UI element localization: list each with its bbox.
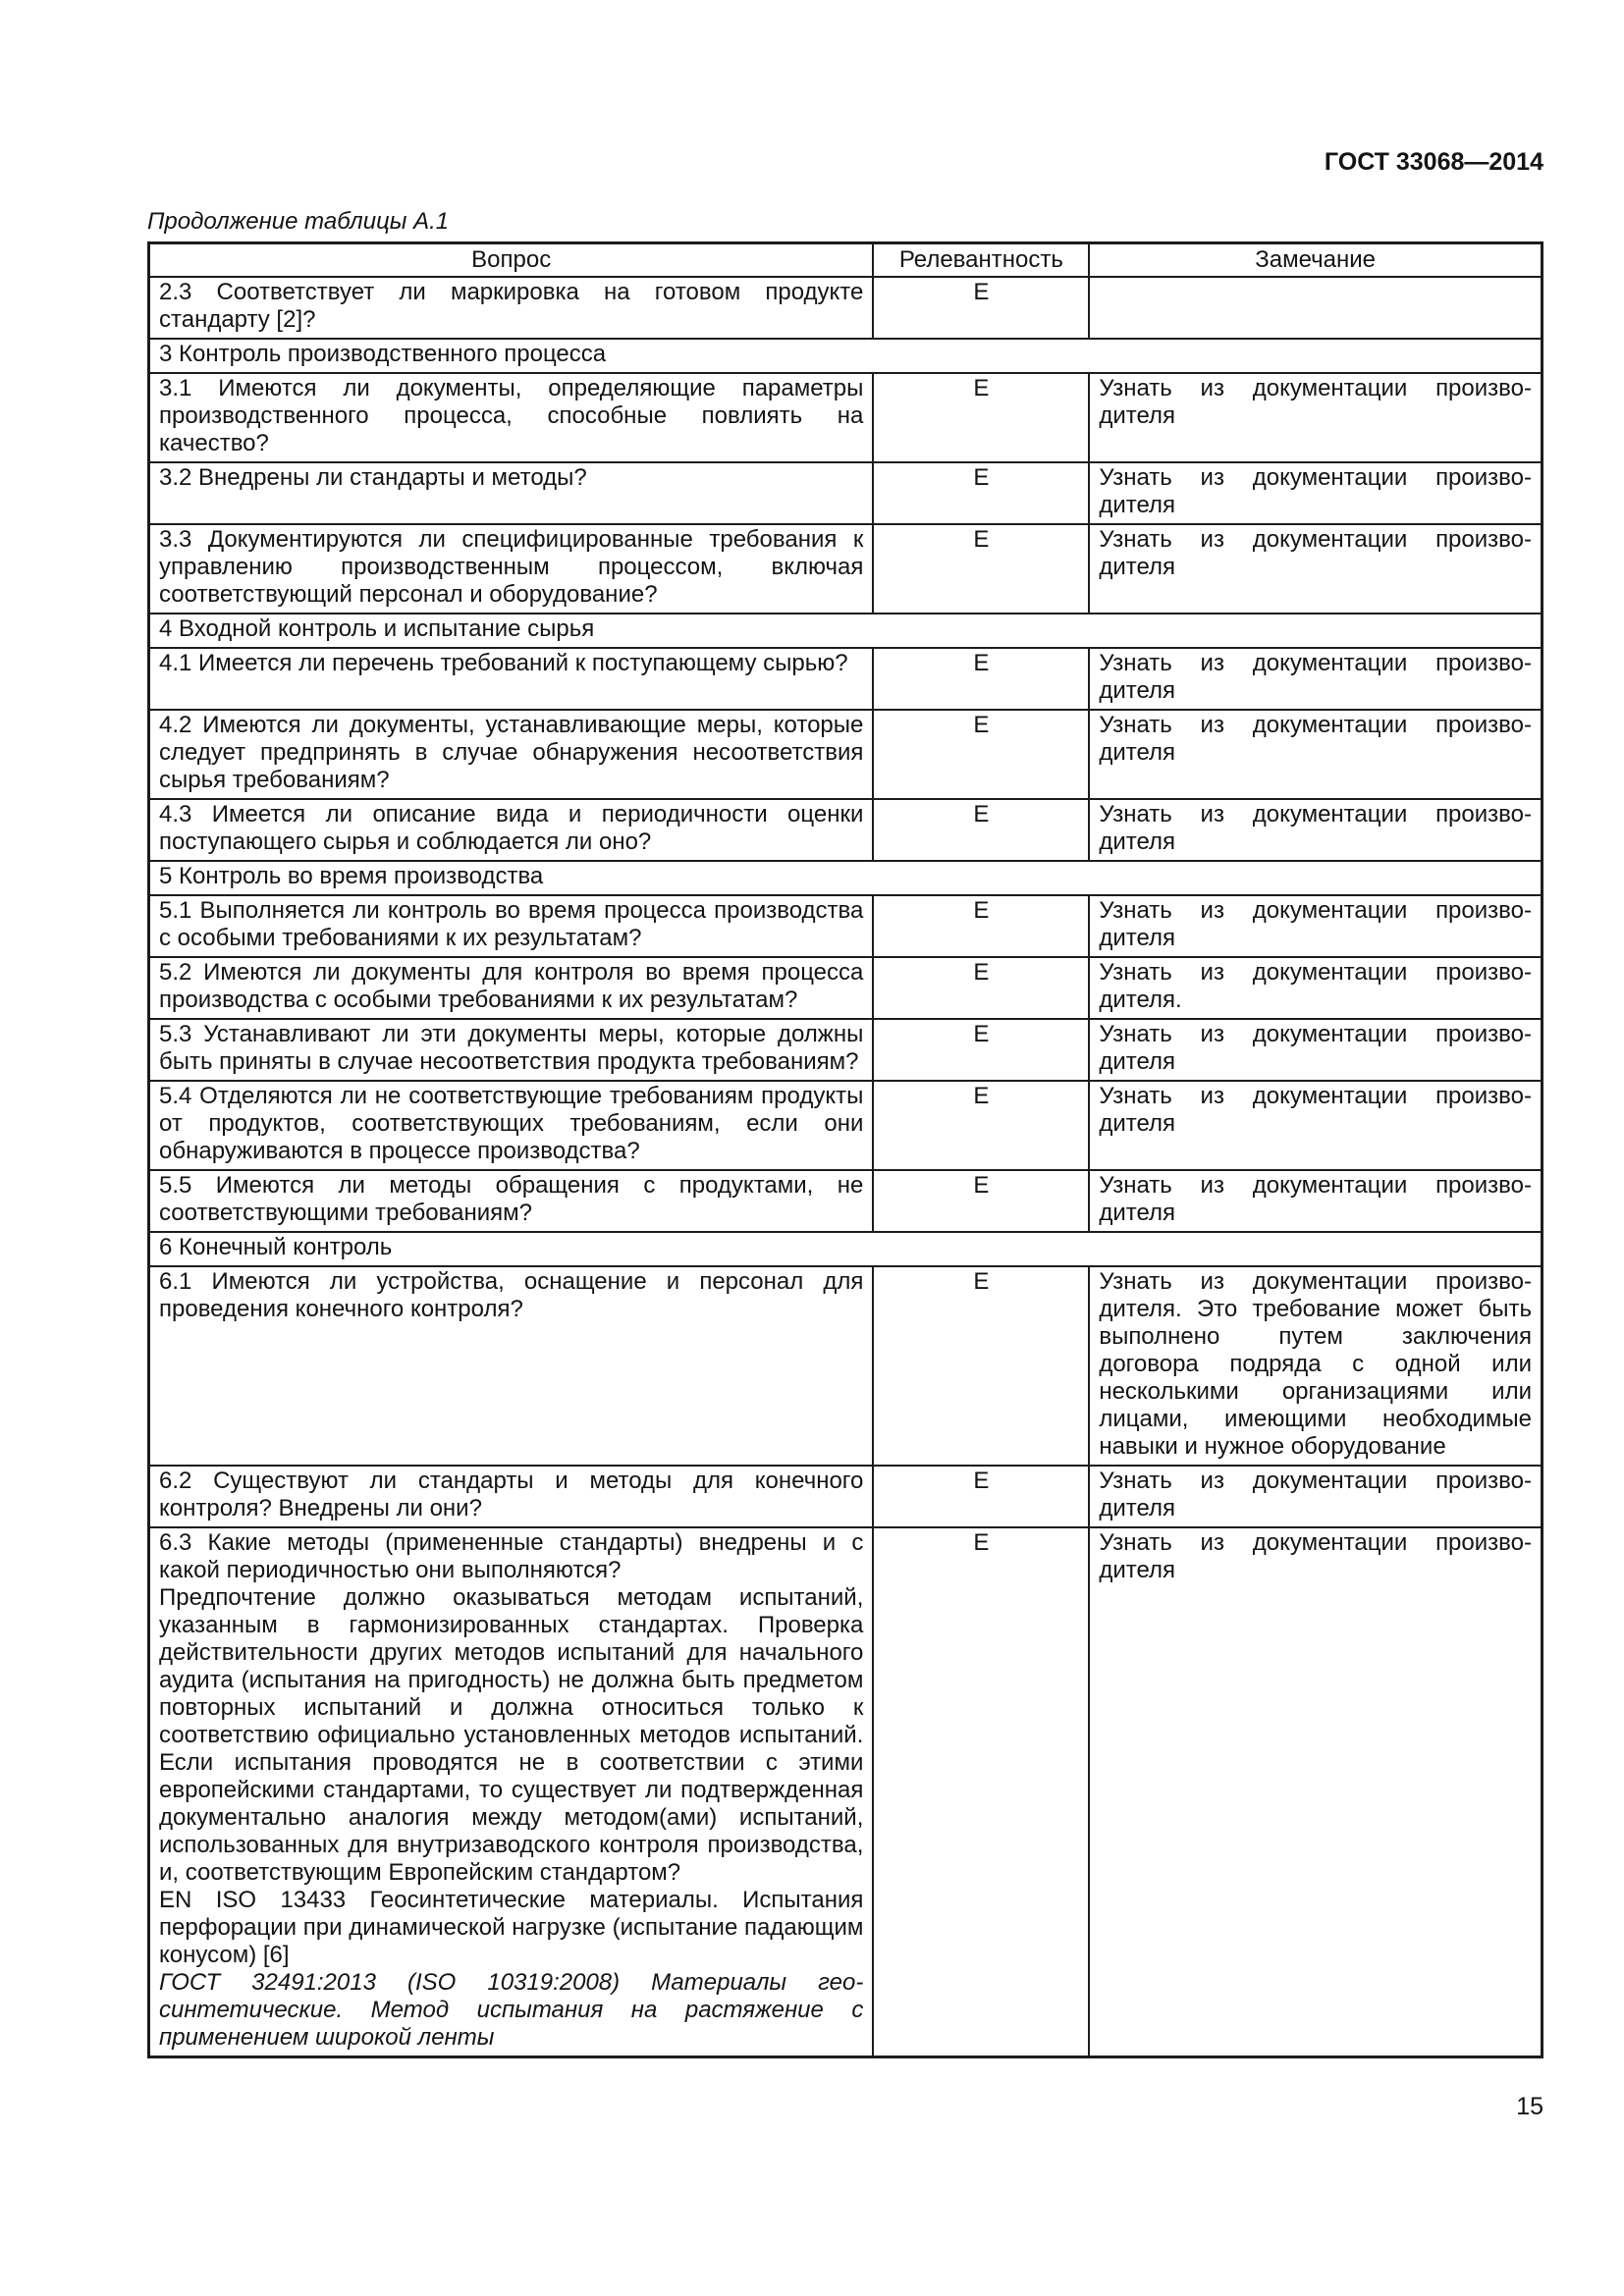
table-header: [149, 243, 1543, 278]
question-paragraph: 3.2 Внедрены ли стандарты и методы?: [159, 464, 587, 491]
section-title: 4 Входной контроль и испытание сырья: [149, 614, 1543, 648]
question-row: [149, 648, 1543, 710]
question-paragraph: 5.5 Имеются ли методы обращения с продуктами, не соответствующими требованиям?: [159, 1172, 864, 1226]
column-header-relevance: Релевантность: [873, 243, 1089, 278]
remark-cell: Узнать из документации производителя: [1089, 648, 1542, 710]
question-paragraph: 4.3 Имеется ли описание вида и периодичности оценки поступающего сырья и соблюдается ли оно?: [159, 801, 864, 855]
question-paragraph: 2.3 Соответствует ли маркировка на готовом продукте стандарту [2]?: [159, 279, 864, 333]
relevance-cell: Е: [873, 1081, 1089, 1170]
question-cell: [149, 710, 874, 799]
remark-cell: Узнать из документации производителя: [1089, 895, 1542, 957]
relevance-cell: Е: [873, 648, 1089, 710]
question-row: [149, 373, 1543, 462]
question-row: [149, 895, 1543, 957]
question-paragraph: 5.4 Отделяются ли не соответствующие требованиям продукты от продуктов, соответствующих требованиям, если они обнаруживаются в процессе производства?: [159, 1083, 864, 1164]
remark-cell: Узнать из документации производителя: [1089, 524, 1542, 614]
section-row: [149, 861, 1543, 895]
question-row: [149, 1266, 1543, 1466]
question-cell: [149, 1019, 874, 1081]
question-paragraph: 4.1 Имеется ли перечень требований к поступающему сырью?: [159, 650, 848, 676]
remark-cell: Узнать из документации производителя.: [1089, 957, 1542, 1019]
page-content: [147, 0, 1543, 2121]
question-cell: [149, 373, 874, 462]
question-paragraph: 4.2 Имеются ли документы, устанавливающие меры, которые следует предпринять в случае обнаружения несоответствия сырья требованиям?: [159, 712, 864, 793]
question-paragraph: 3.3 Документируются ли специфицированные требования к управлению производственным процессом, включая соответствующий персонал и оборудование?: [159, 526, 864, 608]
relevance-cell: Е: [873, 1527, 1089, 2057]
question-paragraph: ГОСТ 32491:2013 (ISO 10319:2008) Материалы геосинтетические. Метод испытания на растяжение с применением широкой ленты: [159, 1969, 864, 2051]
question-row: [149, 710, 1543, 799]
section-title: 3 Контроль производственного процесса: [149, 339, 1543, 373]
section-row: [149, 339, 1543, 373]
table-body: [149, 277, 1543, 2057]
relevance-cell: Е: [873, 277, 1089, 339]
question-row: [149, 799, 1543, 861]
question-cell: [149, 1466, 874, 1527]
question-row: [149, 1170, 1543, 1232]
question-cell: [149, 648, 874, 710]
question-cell: [149, 1266, 874, 1466]
question-cell: [149, 1081, 874, 1170]
question-cell: [149, 957, 874, 1019]
remark-cell: Узнать из документации производителя: [1089, 1170, 1542, 1232]
question-row: [149, 957, 1543, 1019]
remark-cell: Узнать из документации производителя: [1089, 373, 1542, 462]
relevance-cell: Е: [873, 710, 1089, 799]
relevance-cell: Е: [873, 1466, 1089, 1527]
question-paragraph: 6.3 Какие методы (примененные стандарты) внедрены и с какой периодичностью они выполняются?: [159, 1529, 864, 1583]
question-row: [149, 277, 1543, 339]
question-paragraph: 6.2 Существуют ли стандарты и методы для конечного контроля? Внедрены ли они?: [159, 1468, 864, 1522]
audit-checklist-table: [147, 241, 1543, 2058]
column-header-question: Вопрос: [149, 243, 874, 278]
question-cell: [149, 1170, 874, 1232]
section-row: [149, 1232, 1543, 1266]
question-row: [149, 1527, 1543, 2057]
remark-cell: Узнать из документации производителя: [1089, 799, 1542, 861]
question-cell: [149, 524, 874, 614]
question-paragraph: 5.2 Имеются ли документы для контроля во время процесса производства с особыми требованиями к их результатам?: [159, 959, 864, 1013]
section-row: [149, 614, 1543, 648]
question-row: [149, 1466, 1543, 1527]
table-caption: Продолжение таблицы А.1: [147, 208, 450, 235]
remark-cell: Узнать из документации производителя: [1089, 1527, 1542, 2057]
remark-cell: Узнать из документации производителя. Это требование может быть выполнено путем заключения договора подряда с одной или несколькими организациями или лицами, имеющими необходимые навыки и нужное оборудование: [1089, 1266, 1542, 1466]
relevance-cell: Е: [873, 1019, 1089, 1081]
section-title: 6 Конечный контроль: [149, 1232, 1543, 1266]
table-header-row: [149, 243, 1543, 278]
remark-cell: Узнать из документации производителя: [1089, 710, 1542, 799]
question-paragraph: EN ISO 13433 Геосинтетические материалы. Испытания перфорации при динамической нагрузке (испытание падающим конусом) [6]: [159, 1887, 864, 1968]
relevance-cell: Е: [873, 957, 1089, 1019]
remark-cell: Узнать из документации производителя: [1089, 462, 1542, 524]
relevance-cell: Е: [873, 1170, 1089, 1232]
question-paragraph: 5.3 Устанавливают ли эти документы меры, которые должны быть приняты в случае несоответствия продукта требованиям?: [159, 1021, 864, 1075]
question-paragraph: 6.1 Имеются ли устройства, оснащение и персонал для проведения конечного контроля?: [159, 1268, 864, 1322]
question-cell: [149, 799, 874, 861]
question-cell: [149, 1527, 874, 2057]
relevance-cell: Е: [873, 373, 1089, 462]
question-cell: [149, 462, 874, 524]
question-row: [149, 1019, 1543, 1081]
relevance-cell: Е: [873, 524, 1089, 614]
question-cell: [149, 277, 874, 339]
remark-cell: Узнать из документации производителя: [1089, 1019, 1542, 1081]
question-row: [149, 462, 1543, 524]
remark-cell: Узнать из документации производителя: [1089, 1081, 1542, 1170]
relevance-cell: Е: [873, 1266, 1089, 1466]
section-title: 5 Контроль во время производства: [149, 861, 1543, 895]
column-header-remark: Замечание: [1089, 243, 1542, 278]
question-row: [149, 524, 1543, 614]
question-paragraph: 5.1 Выполняется ли контроль во время процесса производства с особыми требованиями к их результатам?: [159, 897, 864, 951]
page-number: 15: [1516, 2093, 1543, 2120]
question-paragraph: 3.1 Имеются ли документы, определяющие параметры производственного процесса, способные повлиять на качество?: [159, 375, 864, 456]
question-paragraph: Предпочтение должно оказываться методам испытаний, указанным в гармонизированных стандартах. Проверка действительности других методов испытаний для начального аудита (испытания на пригодность) не должна быть предметом повторных испытаний и должна относиться только к соответствию официально установленных методов испытаний. Если испытания проводятся не в соответствии с этими европейскими стандартами, то существует ли подтвержденная документально аналогия между методом(ами) испытаний, использованных для внутризаводского контроля производства, и, соответствующим Европейским стандартом?: [159, 1584, 864, 1886]
question-row: [149, 1081, 1543, 1170]
remark-cell: [1089, 277, 1542, 339]
question-cell: [149, 895, 874, 957]
relevance-cell: Е: [873, 895, 1089, 957]
document-code: ГОСТ 33068—2014: [1324, 148, 1543, 176]
relevance-cell: Е: [873, 799, 1089, 861]
relevance-cell: Е: [873, 462, 1089, 524]
remark-cell: Узнать из документации производителя: [1089, 1466, 1542, 1527]
